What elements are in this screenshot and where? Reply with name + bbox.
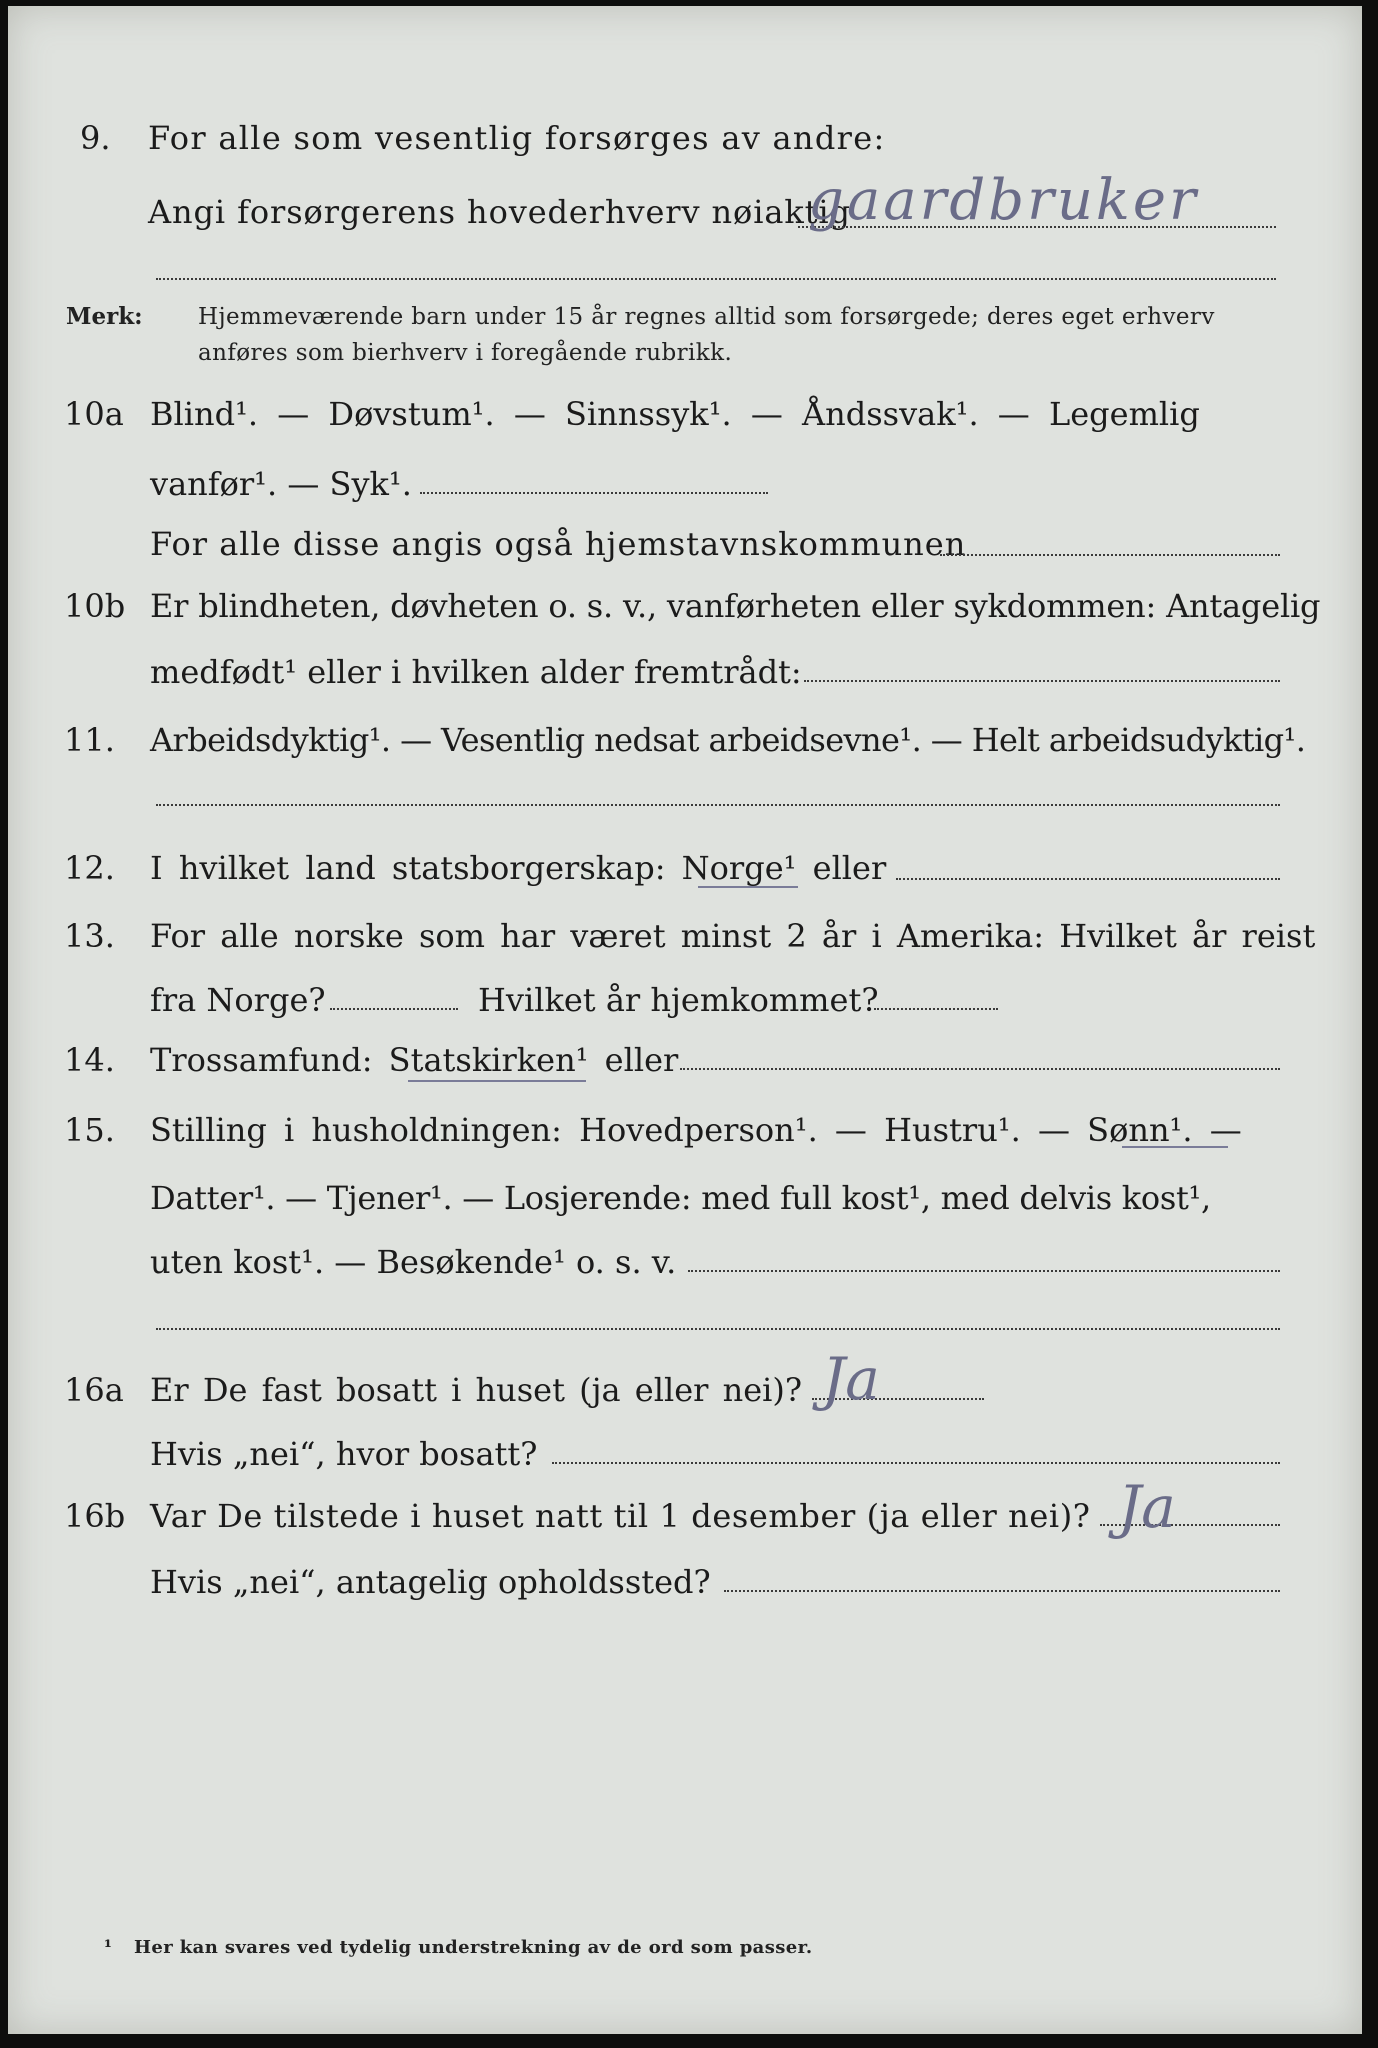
q14-number: 14. <box>64 1041 115 1079</box>
q12-number: 12. <box>64 849 115 887</box>
q15-number: 15. <box>64 1111 115 1149</box>
note-line1: Hjemmeværende barn under 15 år regnes alltid som forsørgede; deres eget erhverv <box>198 304 1215 330</box>
q16a-residence-line <box>552 1462 1280 1464</box>
q9-line2: Angi forsørgerens hovederhverv nøiaktig <box>148 193 851 231</box>
census-form-page <box>8 6 1362 2034</box>
q10a-answer-line <box>420 492 768 494</box>
q11-number: 11. <box>64 721 115 759</box>
q14-line1: Trossamfund: Statskirken¹ eller <box>150 1041 679 1079</box>
q12-line1: I hvilket land statsborgerskap: Norge¹ eller <box>150 849 887 887</box>
q16b-handwritten-answer: Ja <box>1118 1473 1176 1541</box>
footnote-text: Her kan svares ved tydelig understrekning av de ord som passer. <box>134 1937 813 1958</box>
q14-statskirken-underline <box>408 1080 586 1082</box>
q15-line2: Datter¹. — Tjener¹. — Losjerende: med full kost¹, med delvis kost¹, <box>150 1179 1211 1217</box>
q10b-number: 10b <box>64 587 126 625</box>
note-label: Merk: <box>66 303 143 330</box>
q16a-line2: Hvis „nei“, hvor bosatt? <box>150 1435 538 1473</box>
q9-handwritten-answer: gaardbruker <box>808 168 1199 233</box>
note-line2: anføres som bierhverv i foregående rubrikk. <box>198 340 733 366</box>
q15-sonn-underline <box>1122 1146 1228 1148</box>
q10b-answer-line <box>804 680 1280 682</box>
q10b-line1: Er blindheten, døvheten o. s. v., vanførheten eller sykdommen: Antagelig <box>150 587 1321 625</box>
q9-second-answer-line <box>156 278 1276 280</box>
q16a-handwritten-answer: Ja <box>822 1345 880 1413</box>
q13-year-returned-line <box>874 1008 998 1010</box>
q13-line2b: Hvilket år hjemkommet? <box>478 981 879 1019</box>
q10a-number: 10a <box>64 395 124 433</box>
q10b-line2: medfødt¹ eller i hvilken alder fremtrådt: <box>150 653 802 691</box>
q11-answer-line <box>156 804 1280 806</box>
q15-line3: uten kost¹. — Besøkende¹ o. s. v. <box>150 1243 677 1281</box>
q13-line1: For alle norske som har været minst 2 år i Amerika: Hvilket år reist <box>150 917 1316 955</box>
q13-year-left-line <box>330 1008 458 1010</box>
q16a-number: 16a <box>64 1371 124 1409</box>
q10a-home-municipality-line <box>940 554 1280 556</box>
q15-answer-line <box>688 1270 1280 1272</box>
q10a-line2: vanfør¹. — Syk¹. <box>150 465 412 503</box>
footnote-mark: ¹ <box>104 1937 112 1958</box>
q14-answer-line <box>680 1068 1280 1070</box>
q16a-line1: Er De fast bosatt i huset (ja eller nei)? <box>150 1371 803 1409</box>
q10a-line1: Blind¹. — Døvstum¹. — Sinnssyk¹. — Åndssvak¹. — Legemlig <box>150 395 1200 433</box>
q11-line1: Arbeidsdyktig¹. — Vesentlig nedsat arbeidsevne¹. — Helt arbeidsudyktig¹. <box>150 721 1306 759</box>
q15-second-answer-line <box>156 1328 1280 1330</box>
q16b-line1: Var De tilstede i huset natt til 1 desember (ja eller nei)? <box>150 1497 1091 1535</box>
q13-number: 13. <box>64 917 115 955</box>
q10a-line3: For alle disse angis også hjemstavnskommunen <box>150 525 967 563</box>
q12-norge-underline <box>698 886 798 888</box>
q15-line1: Stilling i husholdningen: Hovedperson¹. — Hustru¹. — Sønn¹. — <box>150 1111 1242 1149</box>
q16b-number: 16b <box>64 1497 126 1535</box>
q13-line2a: fra Norge? <box>150 981 326 1019</box>
q16b-whereabouts-line <box>724 1590 1280 1592</box>
q9-line1: For alle som vesentlig forsørges av andre: <box>148 119 886 157</box>
q16b-line2: Hvis „nei“, antagelig opholdssted? <box>150 1563 711 1601</box>
q12-answer-line <box>896 878 1280 880</box>
q9-number: 9. <box>80 119 111 157</box>
